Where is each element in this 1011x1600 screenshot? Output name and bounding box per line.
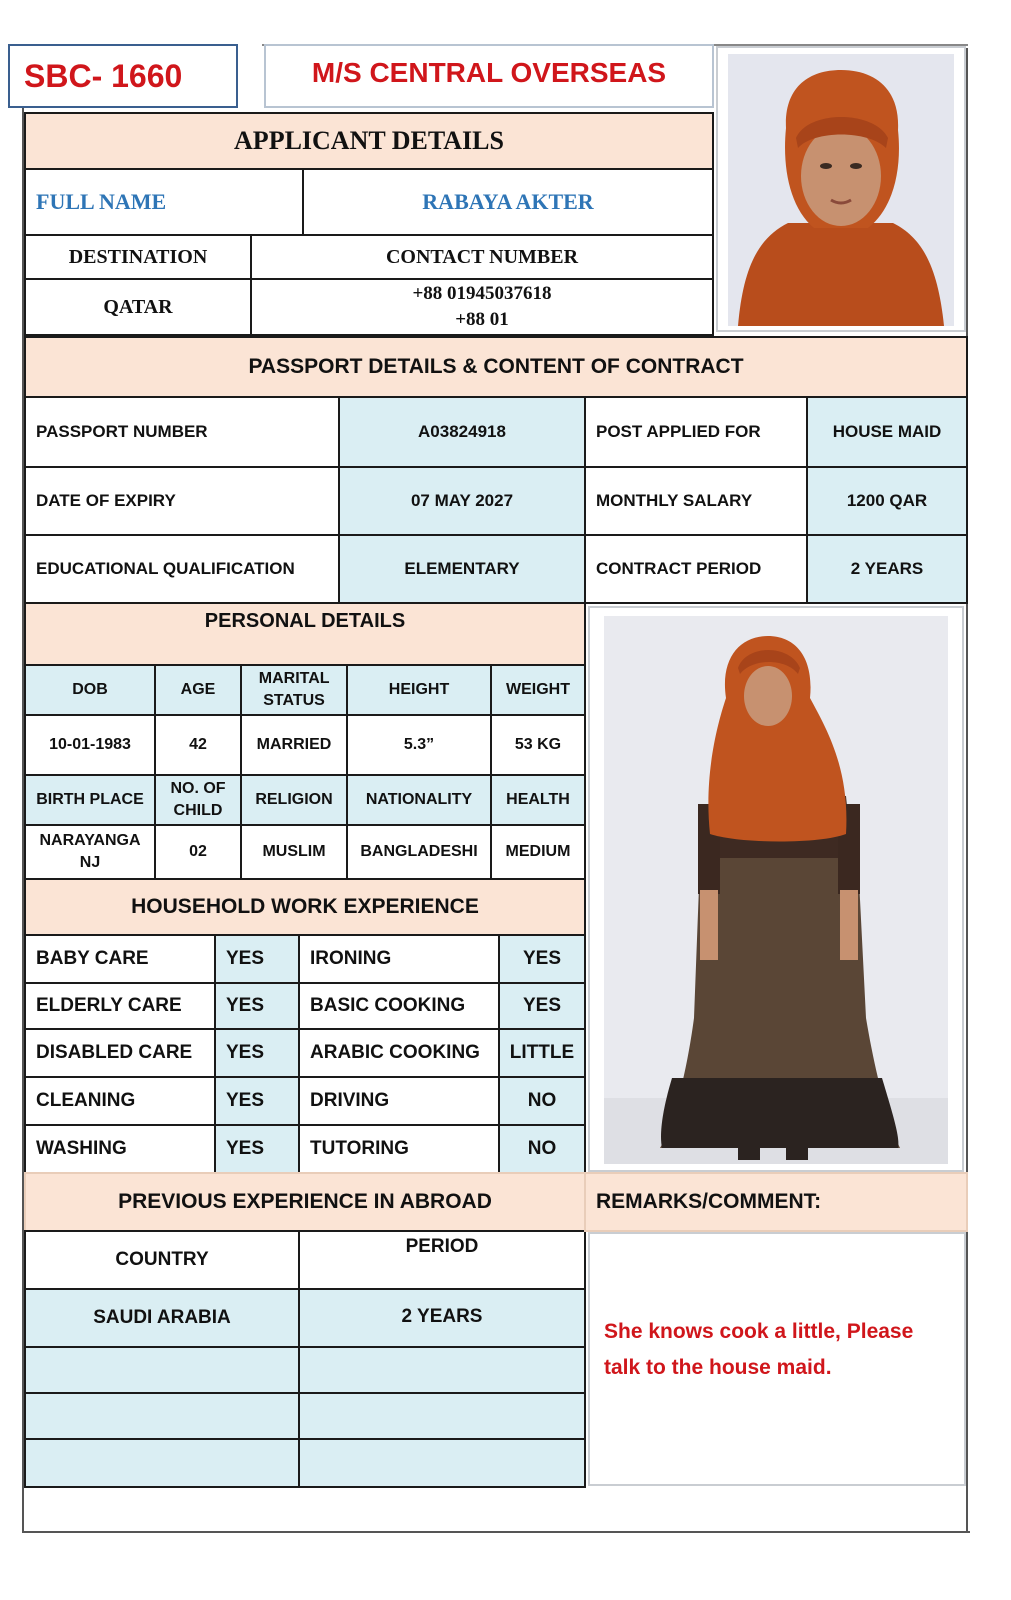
household-answer-basic-cooking: YES — [498, 982, 586, 1030]
contact-number-1: +88 01945037618 — [412, 283, 552, 304]
abroad-country-1: SAUDI ARABIA — [24, 1288, 300, 1348]
height-value: 5.3” — [346, 714, 492, 776]
household-answer-washing: YES — [214, 1124, 300, 1174]
abroad-country-2 — [24, 1346, 300, 1394]
remarks-box — [588, 1232, 966, 1486]
full-body-photo — [588, 606, 964, 1172]
children-header: NO. OF CHILD — [154, 774, 242, 826]
contact-number-label: CONTACT NUMBER — [250, 234, 714, 280]
household-answer-baby-care: YES — [214, 934, 300, 984]
monthly-salary-label: MONTHLY SALARY — [584, 466, 808, 536]
full-name-value: RABAYA AKTER — [302, 168, 714, 236]
age-value: 42 — [154, 714, 242, 776]
health-header: HEALTH — [490, 774, 586, 826]
passport-contract-heading: PASSPORT DETAILS & CONTENT OF CONTRACT — [24, 336, 968, 398]
health-value: MEDIUM — [490, 824, 586, 880]
household-answer-cleaning: YES — [214, 1076, 300, 1126]
household-answer-disabled-care: YES — [214, 1028, 300, 1078]
household-skill-tutoring: TUTORING — [298, 1124, 500, 1174]
abroad-period-2 — [298, 1346, 586, 1394]
personal-details-title: PERSONAL DETAILS — [204, 610, 406, 632]
household-skill-basic-cooking: BASIC COOKING — [298, 982, 500, 1030]
household-skill-washing: WASHING — [24, 1124, 216, 1174]
religion-header: RELIGION — [240, 774, 348, 826]
agency-name-box — [264, 44, 714, 108]
abroad-country-4 — [24, 1438, 300, 1488]
abroad-period-3 — [298, 1392, 586, 1440]
household-skill-ironing: IRONING — [298, 934, 500, 984]
height-header: HEIGHT — [346, 664, 492, 716]
passport-number-value: A03824918 — [338, 396, 586, 468]
abroad-period-1: 2 YEARS — [298, 1288, 586, 1348]
household-heading: HOUSEHOLD WORK EXPERIENCE — [24, 878, 586, 936]
full-body-photo-graphic — [590, 608, 962, 1170]
abroad-period-title: PERIOD — [405, 1236, 479, 1257]
children-value: 02 — [154, 824, 242, 880]
household-answer-driving: NO — [498, 1076, 586, 1126]
contract-period-value: 2 YEARS — [806, 534, 968, 604]
household-skill-baby-care: BABY CARE — [24, 934, 216, 984]
dob-header: DOB — [24, 664, 156, 716]
agency-name: M/S CENTRAL OVERSEAS — [311, 57, 667, 88]
abroad-country-3 — [24, 1392, 300, 1440]
expiry-date-label: DATE OF EXPIRY — [24, 466, 340, 536]
portrait-photo — [716, 46, 966, 332]
monthly-salary-value: 1200 QAR — [806, 466, 968, 536]
religion-value: MUSLIM — [240, 824, 348, 880]
education-label: EDUCATIONAL QUALIFICATION — [24, 534, 340, 604]
personal-details-heading — [24, 602, 586, 666]
weight-value: 53 KG — [490, 714, 586, 776]
post-applied-label: POST APPLIED FOR — [584, 396, 808, 468]
portrait-photo-graphic — [718, 48, 964, 330]
abroad-period-header — [298, 1230, 586, 1290]
remarks-text: She knows cook a little, Please talk to the house maid. — [604, 1320, 914, 1379]
birth-place-header: BIRTH PLACE — [24, 774, 156, 826]
household-skill-cleaning: CLEANING — [24, 1076, 216, 1126]
education-value: ELEMENTARY — [338, 534, 586, 604]
age-header: AGE — [154, 664, 242, 716]
reference-code-box — [8, 44, 238, 108]
expiry-date-value: 07 MAY 2027 — [338, 466, 586, 536]
household-answer-arabic-cooking: LITTLE — [498, 1028, 586, 1078]
applicant-details-heading: APPLICANT DETAILS — [24, 112, 714, 170]
weight-header: WEIGHT — [490, 664, 586, 716]
household-answer-ironing: YES — [498, 934, 586, 984]
passport-number-label: PASSPORT NUMBER — [24, 396, 340, 468]
abroad-experience-heading: PREVIOUS EXPERIENCE IN ABROAD — [24, 1172, 586, 1232]
post-applied-value: HOUSE MAID — [806, 396, 968, 468]
nationality-value: BANGLADESHI — [346, 824, 492, 880]
page-frame-bottom — [22, 1531, 970, 1533]
destination-value: QATAR — [24, 278, 252, 336]
marital-status-header: MARITAL STATUS — [240, 664, 348, 716]
full-name-label: FULL NAME — [24, 168, 304, 236]
contact-number-value — [250, 278, 714, 336]
abroad-country-header: COUNTRY — [24, 1230, 300, 1290]
household-skill-driving: DRIVING — [298, 1076, 500, 1126]
contact-number-2: +88 01 — [455, 309, 509, 330]
marital-status-value: MARRIED — [240, 714, 348, 776]
household-skill-disabled-care: DISABLED CARE — [24, 1028, 216, 1078]
abroad-period-4 — [298, 1438, 586, 1488]
nationality-header: NATIONALITY — [346, 774, 492, 826]
household-answer-tutoring: NO — [498, 1124, 586, 1174]
reference-code: SBC- 1660 — [24, 57, 183, 94]
household-answer-elderly-care: YES — [214, 982, 300, 1030]
household-skill-elderly-care: ELDERLY CARE — [24, 982, 216, 1030]
page-frame-right — [966, 48, 968, 1533]
birth-place-value: NARAYANGA NJ — [24, 824, 156, 880]
household-skill-arabic-cooking: ARABIC COOKING — [298, 1028, 500, 1078]
destination-label: DESTINATION — [24, 234, 252, 280]
remarks-heading: REMARKS/COMMENT: — [584, 1172, 968, 1232]
contract-period-label: CONTRACT PERIOD — [584, 534, 808, 604]
dob-value: 10-01-1983 — [24, 714, 156, 776]
